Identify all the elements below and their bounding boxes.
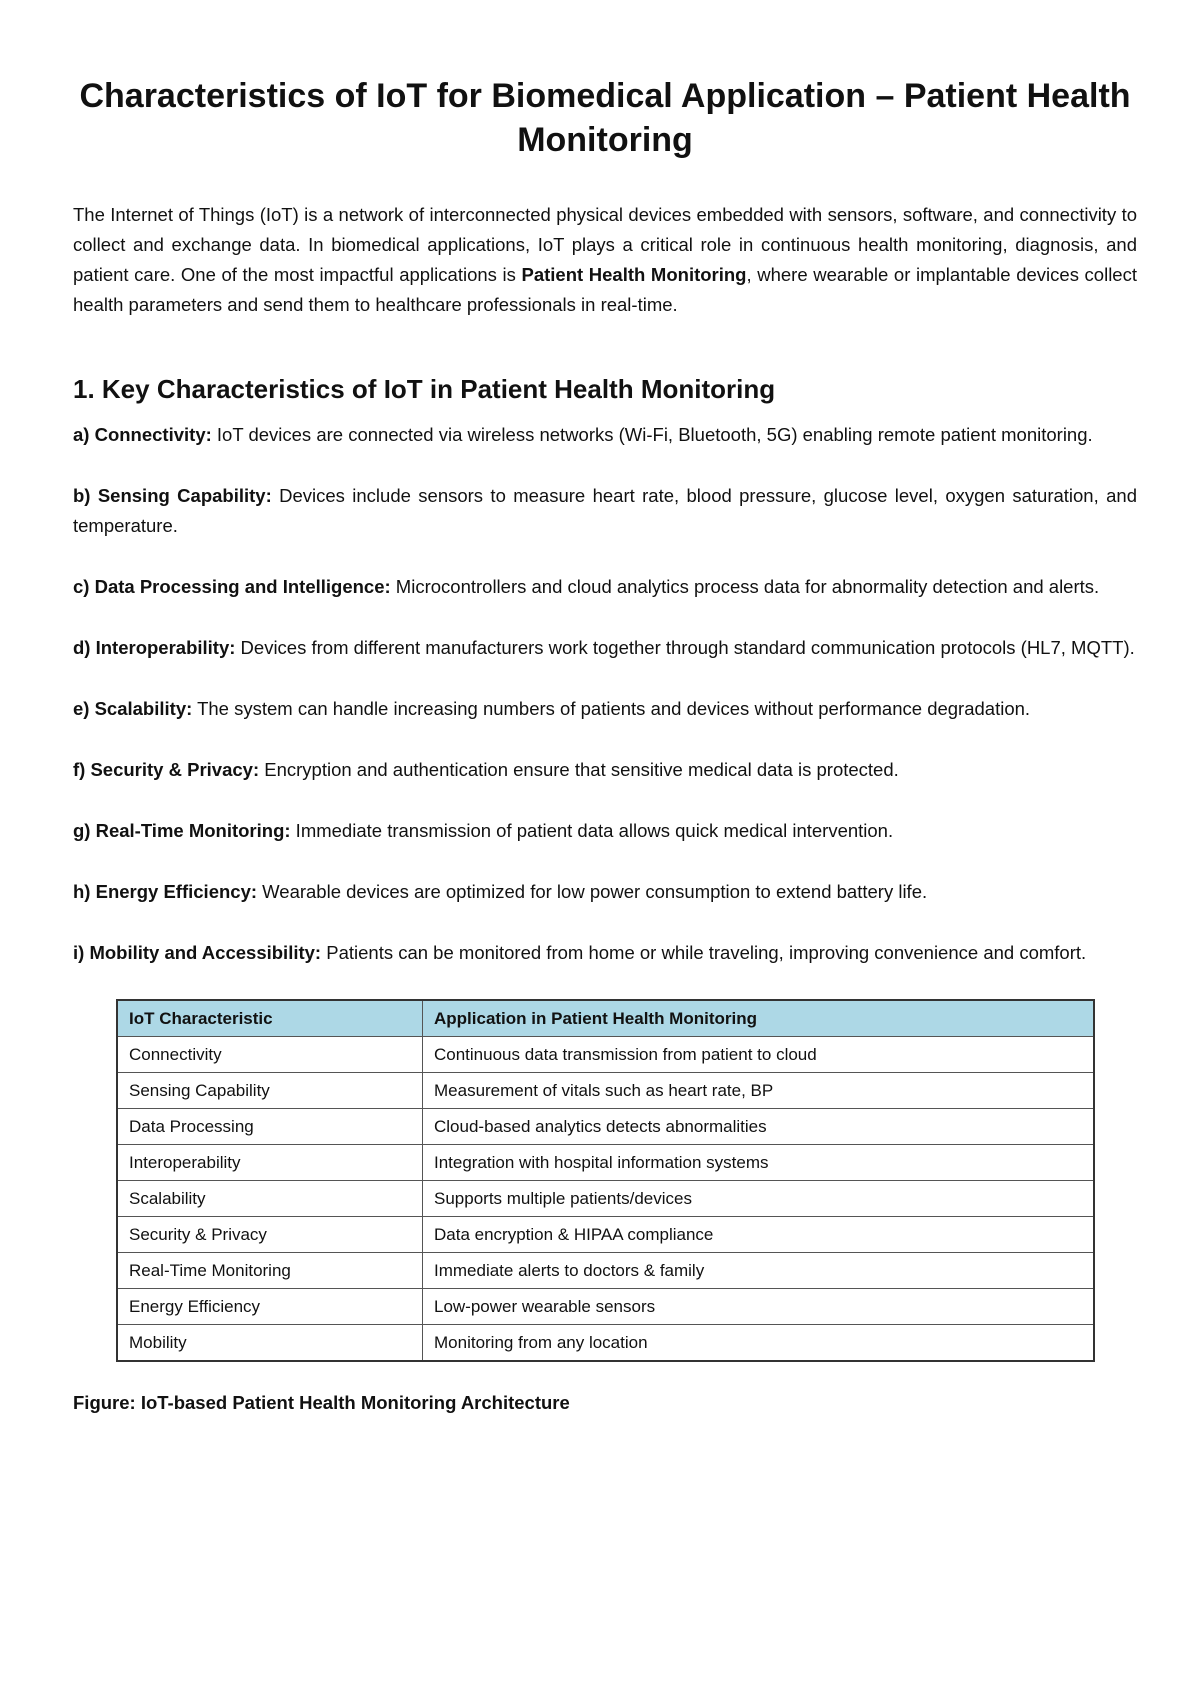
table-row: [117, 1145, 1094, 1181]
characteristic-text: Immediate transmission of patient data allows quick medical intervention.: [290, 820, 894, 841]
table-cell: Integration with hospital information systems: [423, 1145, 1095, 1181]
characteristic-text: IoT devices are connected via wireless networks (Wi-Fi, Bluetooth, 5G) enabling remote patient monitoring.: [211, 424, 1093, 445]
figure-caption: Figure: IoT-based Patient Health Monitoring Architecture: [73, 1392, 570, 1413]
table-cell: Immediate alerts to doctors & family: [423, 1253, 1095, 1289]
table-row: [117, 1325, 1094, 1362]
characteristic-item: [73, 420, 1137, 450]
characteristic-text: Microcontrollers and cloud analytics process data for abnormality detection and alerts.: [390, 576, 1100, 597]
characteristic-label: d) Interoperability:: [73, 637, 236, 658]
characteristic-item: [73, 938, 1137, 968]
characteristic-text: Encryption and authentication ensure that sensitive medical data is protected.: [259, 759, 899, 780]
characteristic-item: [73, 694, 1137, 724]
characteristic-item: [73, 481, 1137, 541]
table-cell: Mobility: [117, 1325, 423, 1362]
table-row: [117, 1289, 1094, 1325]
characteristic-label: b) Sensing Capability:: [73, 485, 272, 506]
characteristic-item: [73, 755, 1137, 785]
table-row: [117, 1217, 1094, 1253]
table-row: [117, 1253, 1094, 1289]
characteristic-item: [73, 572, 1137, 602]
table-cell: Data encryption & HIPAA compliance: [423, 1217, 1095, 1253]
table-cell: Interoperability: [117, 1145, 423, 1181]
intro-text-before: The Internet of Things (IoT) is a network of interconnected physical devices embedded with sensors, software, and connectivity to collect and exchange data. In biomedical applications, IoT plays a critical role in continuous health monitoring, diagnosis, and patient care. One of the most impactful applications is: [73, 204, 1137, 285]
characteristic-label: c) Data Processing and Intelligence:: [73, 576, 391, 597]
characteristic-text: Devices include sensors to measure heart rate, blood pressure, glucose level, oxygen saturation, and temperature.: [73, 485, 1137, 536]
table-cell: Supports multiple patients/devices: [423, 1181, 1095, 1217]
document-page: [73, 0, 1137, 1418]
characteristic-label: g) Real-Time Monitoring:: [73, 820, 291, 841]
characteristic-item: [73, 633, 1137, 663]
table-row: [117, 1181, 1094, 1217]
table-header-row: [117, 1000, 1094, 1037]
table-cell: Continuous data transmission from patient to cloud: [423, 1037, 1095, 1073]
characteristic-text: The system can handle increasing numbers of patients and devices without performance degradation.: [192, 698, 1031, 719]
characteristics-table: [116, 999, 1095, 1362]
table-cell: Monitoring from any location: [423, 1325, 1095, 1362]
page-title: Characteristics of IoT for Biomedical Application – Patient Health Monitoring: [79, 77, 1131, 159]
table-row: [117, 1073, 1094, 1109]
characteristic-label: i) Mobility and Accessibility:: [73, 942, 322, 963]
characteristic-item: [73, 816, 1137, 846]
characteristic-label: h) Energy Efficiency:: [73, 881, 258, 902]
table-cell: Energy Efficiency: [117, 1289, 423, 1325]
characteristics-table-wrapper: [116, 999, 1095, 1362]
table-cell: Scalability: [117, 1181, 423, 1217]
table-cell: Sensing Capability: [117, 1073, 423, 1109]
table-cell: Low-power wearable sensors: [423, 1289, 1095, 1325]
characteristic-text: Patients can be monitored from home or while traveling, improving convenience and comfort.: [321, 942, 1087, 963]
table-cell: Cloud-based analytics detects abnormalities: [423, 1109, 1095, 1145]
table-row: [117, 1109, 1094, 1145]
characteristic-label: f) Security & Privacy:: [73, 759, 260, 780]
intro-emphasis: Patient Health Monitoring: [521, 264, 747, 285]
table-header-cell: IoT Characteristic: [117, 1000, 423, 1037]
characteristic-text: Wearable devices are optimized for low power consumption to extend battery life.: [257, 881, 928, 902]
table-cell: Real-Time Monitoring: [117, 1253, 423, 1289]
intro-text-after: , where wearable or implantable devices collect health parameters and send them to healthcare professionals in real-time.: [73, 264, 1137, 315]
table-cell: Data Processing: [117, 1109, 423, 1145]
table-cell: Connectivity: [117, 1037, 423, 1073]
table-header-cell: Application in Patient Health Monitoring: [423, 1000, 1095, 1037]
intro-paragraph: [73, 200, 1137, 320]
characteristic-label: e) Scalability:: [73, 698, 193, 719]
characteristics-list: [73, 420, 1137, 968]
table-cell: Security & Privacy: [117, 1217, 423, 1253]
characteristic-label: a) Connectivity:: [73, 424, 212, 445]
table-cell: Measurement of vitals such as heart rate, BP: [423, 1073, 1095, 1109]
table-row: [117, 1037, 1094, 1073]
characteristic-text: Devices from different manufacturers work together through standard communication protocols (HL7, MQTT).: [235, 637, 1135, 658]
section-heading: 1. Key Characteristics of IoT in Patient Health Monitoring: [73, 374, 776, 404]
characteristic-item: [73, 877, 1137, 907]
